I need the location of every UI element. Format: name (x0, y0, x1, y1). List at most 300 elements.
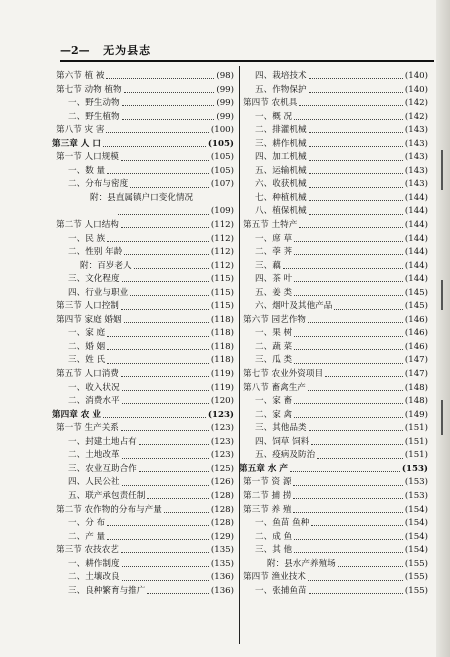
edge-mark (441, 150, 443, 190)
toc-entry-section (56, 84, 234, 98)
toc-entry-page: (99) (216, 98, 234, 109)
toc-entry-page: (146) (404, 328, 428, 339)
toc-entry-title: 一、民 族 (68, 233, 106, 244)
toc-entry-item (56, 287, 234, 301)
leader-dots (309, 187, 403, 188)
leader-dots (311, 525, 403, 526)
toc-entry-item (56, 273, 234, 287)
leader-dots (317, 458, 403, 459)
toc-entry-title: 一、封建土地占有 (68, 436, 137, 447)
toc-entry-page: (112) (210, 260, 234, 271)
leader-dots (122, 485, 209, 486)
toc-entry-page: (112) (210, 233, 234, 244)
leader-dots (294, 241, 403, 242)
toc-entry-title: 第一节 资 源 (243, 477, 292, 488)
toc-entry-item (56, 382, 234, 396)
toc-entry-title: 第六节 园艺作物 (243, 314, 306, 325)
leader-dots (107, 336, 209, 337)
leader-dots (293, 498, 402, 499)
toc-left-column (52, 70, 234, 598)
toc-entry-item (243, 165, 428, 179)
toc-entry-page: (143) (404, 138, 428, 149)
toc-entry-item (243, 273, 428, 287)
toc-entry-title: 六、烟叶及其他产品 (255, 301, 333, 312)
toc-entry-page: (118) (210, 341, 234, 352)
toc-entry-page: (119) (210, 382, 234, 393)
toc-entry-page: (112) (210, 220, 234, 231)
leader-dots (106, 78, 214, 79)
toc-entry-page: (99) (216, 84, 234, 95)
toc-entry-item (56, 178, 234, 192)
toc-entry-page: (100) (210, 125, 234, 136)
leader-dots (130, 187, 209, 188)
leader-dots (308, 390, 403, 391)
leader-dots (103, 417, 206, 418)
toc-entry-title: 第三节 人口控制 (56, 301, 119, 312)
leader-dots (107, 525, 209, 526)
toc-entry-page: (144) (404, 274, 428, 285)
leader-dots (290, 471, 400, 472)
toc-entry-section (56, 504, 234, 518)
toc-entry-section (243, 571, 428, 585)
toc-entry-title: 六、收获机械 (255, 179, 307, 190)
leader-dots (294, 295, 403, 296)
toc-entry-page: (143) (404, 179, 428, 190)
toc-entry-title: 四、饲草 饲料 (255, 436, 310, 447)
leader-dots (325, 376, 403, 377)
toc-entry-item (243, 436, 428, 450)
leader-dots (121, 227, 209, 228)
toc-entry-title: 第八节 畜禽生产 (243, 382, 306, 393)
edge-mark (441, 400, 443, 435)
toc-entry-title: 八、植保机械 (255, 206, 307, 217)
toc-entry-page: (120) (210, 396, 234, 407)
toc-entry-title: 一、耕作制度 (68, 558, 120, 569)
toc-entry-title: 一、野生动物 (68, 98, 120, 109)
toc-entry-page: (115) (210, 287, 234, 298)
toc-entry-item (56, 354, 234, 368)
toc-entry-title: 二、婚 姻 (68, 341, 106, 352)
toc-entry-page: (105) (210, 152, 234, 163)
leader-dots (122, 390, 209, 391)
toc-entry-page: (146) (404, 341, 428, 352)
toc-entry-title: 第二节 捕 捞 (243, 490, 292, 501)
toc-entry-page: (144) (404, 206, 428, 217)
toc-entry-title: 一、果 树 (255, 328, 293, 339)
toc-entry-item (243, 151, 428, 165)
leader-dots (299, 227, 403, 228)
toc-entry-title: 第八节 灾 害 (56, 125, 105, 136)
leader-dots (293, 512, 402, 513)
toc-entry-title: 第五节 人口消费 (56, 369, 119, 380)
leader-dots (293, 485, 402, 486)
leader-dots (309, 132, 403, 133)
toc-entry-page: (115) (210, 274, 234, 285)
leader-dots (121, 160, 209, 161)
leader-dots (122, 403, 209, 404)
toc-entry-page: (154) (404, 531, 428, 542)
leader-dots (309, 200, 403, 201)
toc-entry-title: 第七节 农业外资项目 (243, 369, 324, 380)
toc-entry-title: 二、排灌机械 (255, 125, 307, 136)
toc-entry-title: 四、人民公社 (68, 477, 120, 488)
toc-entry-page: (154) (404, 518, 428, 529)
toc-entry-page: (125) (210, 463, 234, 474)
toc-entry-item (56, 476, 234, 490)
toc-entry-page: (151) (404, 450, 428, 461)
leader-dots (309, 146, 403, 147)
toc-entry-page: (142) (404, 111, 428, 122)
toc-entry-page: (155) (404, 558, 428, 569)
leader-dots (294, 281, 403, 282)
toc-entry-title: 一、收入状况 (68, 382, 120, 393)
toc-entry-page: (153) (401, 463, 428, 474)
toc-entry-item (56, 395, 234, 409)
toc-entry-item (243, 544, 428, 558)
leader-dots (308, 580, 403, 581)
toc-entry-page: (128) (210, 518, 234, 529)
toc-entry-title: 第二节 农作物的分布与产量 (56, 504, 162, 515)
leader-dots (308, 322, 403, 323)
toc-entry-page: (144) (404, 247, 428, 258)
leader-dots (121, 376, 209, 377)
toc-entry-item (243, 111, 428, 125)
toc-entry-item (56, 246, 234, 260)
leader-dots (107, 539, 209, 540)
toc-entry-page: (98) (216, 71, 234, 81)
leader-dots (309, 214, 403, 215)
toc-entry-item (56, 490, 234, 504)
toc-entry-section (56, 124, 234, 138)
toc-entry-page: (118) (210, 355, 234, 366)
leader-dots (299, 105, 403, 106)
toc-entry-page: (144) (404, 260, 428, 271)
toc-entry-title: 三、姓 氏 (68, 355, 106, 366)
toc-entry-item (56, 531, 234, 545)
toc-entry-item (243, 260, 428, 274)
toc-entry-page: (140) (404, 84, 428, 95)
toc-entry-item (243, 585, 428, 599)
toc-entry-title: 第一节 人口规模 (56, 152, 119, 163)
leader-dots (122, 105, 215, 106)
header-rule (60, 60, 434, 62)
toc-entry-title: 三、藕 (255, 260, 281, 271)
toc-entry-item (243, 70, 428, 84)
leader-dots (106, 132, 208, 133)
toc-entry-item (56, 233, 234, 247)
toc-entry-page: (107) (210, 179, 234, 190)
toc-entry-title: 二、产 量 (68, 531, 106, 542)
toc-entry-title: 第一节 生产关系 (56, 423, 119, 434)
toc-entry-page: (115) (210, 301, 234, 312)
leader-dots (107, 173, 209, 174)
toc-entry-page: (136) (210, 585, 234, 596)
leader-dots (124, 92, 215, 93)
leader-dots (309, 430, 403, 431)
leader-dots (309, 78, 403, 79)
toc-entry-title: 附：县直属镇户口变化情况 (90, 192, 194, 203)
toc-entry-title: 二、成 鱼 (255, 531, 293, 542)
toc-entry-title: 第六节 植 被 (56, 71, 105, 81)
toc-entry-section (56, 70, 234, 84)
toc-entry-title: 二、消费水平 (68, 396, 120, 407)
leader-dots (139, 444, 209, 445)
toc-entry-page: (99) (216, 111, 234, 122)
toc-entry-page: (136) (210, 572, 234, 583)
toc-entry-item (56, 97, 234, 111)
leader-dots (122, 566, 209, 567)
toc-entry-title: 五、联产承包责任制 (68, 490, 146, 501)
toc-entry-page: (135) (210, 545, 234, 556)
toc-entry-title: 三、其他品类 (255, 423, 307, 434)
toc-entry-section (56, 544, 234, 558)
leader-dots (107, 349, 209, 350)
toc-entry-section (56, 314, 234, 328)
toc-entry-page: (143) (404, 152, 428, 163)
toc-entry-title: 一、数 量 (68, 165, 106, 176)
toc-entry-page: (123) (210, 423, 234, 434)
toc-right-column (239, 70, 428, 598)
toc-entry-page: (154) (404, 545, 428, 556)
toc-entry-chapter (239, 463, 428, 477)
toc-entry-chapter (52, 138, 234, 152)
toc-entry-section (243, 504, 428, 518)
toc-entry-item (56, 192, 234, 206)
toc-entry-section (56, 151, 234, 165)
leader-dots (283, 268, 403, 269)
leader-dots (309, 593, 403, 594)
leader-dots (294, 417, 403, 418)
toc-entry-title: 一、概 况 (255, 111, 293, 122)
toc-entry-item (243, 246, 428, 260)
toc-entry-title: 二、土壤改良 (68, 572, 120, 583)
toc-entry-item (243, 409, 428, 423)
toc-entry-item (243, 341, 428, 355)
toc-entry-title: 二、家 禽 (255, 409, 293, 420)
book-title: 无为县志 (103, 44, 152, 57)
toc-entry-title: 第三节 养 殖 (243, 504, 292, 515)
toc-entry-title: 一、张捕鱼苗 (255, 585, 307, 596)
toc-entry-page: (119) (210, 369, 234, 380)
leader-dots (334, 309, 403, 310)
toc-entry-title: 第四节 家庭 婚姻 (56, 314, 122, 325)
leader-dots (294, 552, 403, 553)
toc-entry-item (243, 531, 428, 545)
leader-dots (294, 254, 403, 255)
toc-entry-page: (112) (210, 247, 234, 258)
leader-dots (139, 471, 209, 472)
leader-dots (309, 160, 403, 161)
toc-entry-item (243, 233, 428, 247)
toc-entry-item (56, 449, 234, 463)
toc-entry-section (56, 368, 234, 382)
toc-entry-page: (128) (210, 504, 234, 515)
toc-entry-item (56, 260, 234, 274)
toc-entry-page: (135) (210, 558, 234, 569)
toc-entry-item (243, 422, 428, 436)
toc-entry-item (243, 84, 428, 98)
page-number: —2— (60, 44, 90, 57)
toc-entry-item (243, 300, 428, 314)
toc-entry-title: 三、耕作机械 (255, 138, 307, 149)
toc-entry-page: (118) (210, 314, 234, 325)
toc-entry-item (56, 165, 234, 179)
toc-entry-page: (155) (404, 585, 428, 596)
toc-entry-page: (126) (210, 477, 234, 488)
toc-entry-title: 第四节 农机具 (243, 98, 298, 109)
toc-entry-page: (149) (404, 409, 428, 420)
toc-entry-page: (151) (404, 436, 428, 447)
toc-entry-item (243, 138, 428, 152)
leader-dots (122, 119, 215, 120)
toc-entry-page: (105) (207, 138, 234, 149)
toc-entry-title: 三、农业互助合作 (68, 463, 137, 474)
toc-entry-title: 二、分布与密度 (68, 179, 129, 190)
toc-entry-title: 一、鱼苗 鱼种 (255, 518, 310, 529)
page-header (60, 42, 151, 58)
toc-entry-item (56, 571, 234, 585)
toc-entry-title: 二、性别 年龄 (68, 247, 123, 258)
toc-entry-page: (123) (207, 409, 234, 420)
toc-entry-page: (118) (210, 328, 234, 339)
toc-entry-page: (144) (404, 192, 428, 203)
toc-entry-page: (123) (210, 436, 234, 447)
leader-dots (130, 295, 209, 296)
toc-entry-page: (153) (404, 477, 428, 488)
leader-dots (122, 458, 209, 459)
edge-mark (441, 280, 443, 310)
toc-entry-item (243, 395, 428, 409)
toc-entry-title: 五、疫病及防治 (255, 450, 316, 461)
toc-entry-title: 三、瓜 类 (255, 355, 293, 366)
toc-entry-title: 三、其 他 (255, 545, 293, 556)
toc-entry-title: 第七节 动物 植物 (56, 84, 122, 95)
leader-dots (311, 444, 403, 445)
toc-entry-item (243, 327, 428, 341)
toc-entry-item (56, 327, 234, 341)
toc-entry-item (243, 192, 428, 206)
toc-entry-page: (145) (404, 301, 428, 312)
toc-entry-page: (148) (404, 382, 428, 393)
leader-dots (124, 322, 209, 323)
leader-dots (122, 580, 209, 581)
toc-entry-title: 四、栽培技术 (255, 71, 307, 81)
column-divider (239, 66, 240, 644)
toc-entry-page: (144) (404, 233, 428, 244)
toc-entry-item (56, 585, 234, 599)
leader-dots (107, 241, 209, 242)
toc-entry-page: (153) (404, 490, 428, 501)
toc-entry-page: (143) (404, 165, 428, 176)
toc-entry-item (243, 178, 428, 192)
toc-entry-title: 二、荸 荠 (255, 247, 293, 258)
page-edge (436, 0, 450, 657)
toc-entry-title: 附：百岁老人 (80, 260, 132, 271)
toc-entry-item (56, 111, 234, 125)
toc-entry-title: 第三节 农技农艺 (56, 545, 119, 556)
toc-entry-section (243, 219, 428, 233)
toc-entry-item (243, 354, 428, 368)
leader-dots (134, 268, 209, 269)
toc-entry-item (243, 287, 428, 301)
toc-entry-item (243, 205, 428, 219)
toc-entry-page: (142) (404, 98, 428, 109)
leader-dots (338, 566, 403, 567)
leader-dots (294, 539, 403, 540)
toc-entry-page: (154) (404, 504, 428, 515)
leader-dots (107, 363, 209, 364)
toc-entry-title: 五、运输机械 (255, 165, 307, 176)
toc-entry-title: 第五章 水 产 (239, 463, 288, 474)
leader-dots (294, 403, 403, 404)
toc-entry-page: (146) (404, 314, 428, 325)
toc-entry-section (56, 422, 234, 436)
leader-dots (121, 430, 209, 431)
leader-dots (147, 593, 209, 594)
toc-entry-page: (145) (404, 287, 428, 298)
leader-dots (124, 254, 209, 255)
leader-dots (164, 512, 209, 513)
toc-entry-title: 一、家 畜 (255, 396, 293, 407)
toc-entry-page: (148) (404, 396, 428, 407)
toc-entry-title: 七、种植机械 (255, 192, 307, 203)
toc-entry-page: (144) (404, 220, 428, 231)
toc-entry-title: 第二节 人口结构 (56, 220, 119, 231)
toc-entry-section (243, 368, 428, 382)
toc-entry-page: (147) (404, 369, 428, 380)
toc-entry-title: 第四章 农 业 (52, 409, 101, 420)
toc-entry-title: 附：县水产养殖场 (267, 558, 336, 569)
toc-entry-page: (109) (210, 206, 234, 217)
toc-entry-title: 三、文化程度 (68, 274, 120, 285)
toc-entry-section (56, 300, 234, 314)
leader-dots (309, 92, 403, 93)
leader-dots (294, 336, 403, 337)
leader-dots (118, 214, 209, 215)
toc-entry-title: 一、席 草 (255, 233, 293, 244)
toc-entry-page: (128) (210, 490, 234, 501)
toc-entry-title: 第五节 土特产 (243, 220, 298, 231)
leader-dots (103, 146, 206, 147)
toc-entry-title: 第三章 人 口 (52, 138, 101, 149)
leader-dots (294, 349, 403, 350)
toc-entry-chapter (52, 409, 234, 423)
leader-dots (121, 309, 209, 310)
toc-entry-item (56, 517, 234, 531)
toc-entry-page: (123) (210, 450, 234, 461)
toc-entry-title: 二、土地改革 (68, 450, 120, 461)
toc-entry-title: 二、野生植物 (68, 111, 120, 122)
toc-entry-item (243, 517, 428, 531)
toc-entry-title: 五、姜 类 (255, 287, 293, 298)
toc-entry-title: 一、家 庭 (68, 328, 106, 339)
toc-entry-page: (129) (210, 531, 234, 542)
toc-entry-item (56, 341, 234, 355)
toc-entry-section (243, 97, 428, 111)
leader-dots (122, 281, 209, 282)
toc-entry-page: (105) (210, 165, 234, 176)
toc-entry-page: (155) (404, 572, 428, 583)
toc-entry-title: 四、行业与职业 (68, 287, 129, 298)
toc-entry-title: 二、蔬 菜 (255, 341, 293, 352)
toc-entry-item (56, 558, 234, 572)
toc-entry-item (56, 205, 234, 219)
toc-entry-page: (143) (404, 125, 428, 136)
toc-entry-section (56, 219, 234, 233)
toc-entry-title: 四、茶 叶 (255, 274, 293, 285)
toc-entry-section (243, 382, 428, 396)
leader-dots (147, 498, 209, 499)
